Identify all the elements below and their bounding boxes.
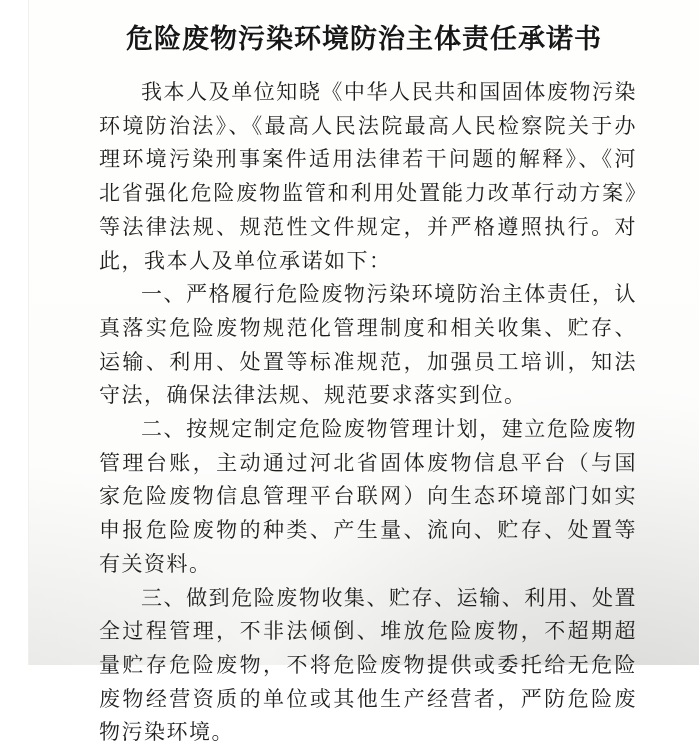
paragraph-item-3: 三、做到危险废物收集、贮存、运输、利用、处置全过程管理，不非法倾倒、堆放危险废物，不超期超量贮存危险废物，不将危险废物提供或委托给无危险废物经营资质的单位或其他生产经营者，严防危险废物污染环境。 (99, 585, 637, 745)
paragraph-item-2: 二、按规定制定危险废物管理计划，建立危险废物管理台账，主动通过河北省固体废物信息平台（与国家危险废物信息管理平台联网）向生态环境部门如实申报危险废物的种类、产生量、流向、贮存、处置等有关资料。 (99, 417, 637, 576)
document-page (28, 0, 699, 745)
paragraph-item-1: 一、严格履行危险废物污染环境防治主体责任，认真落实危险废物规范化管理制度和相关收集、贮存、运输、利用、处置等标准规范，加强员工培训，知法守法，确保法律法规、规范要求落实到位。 (99, 282, 637, 408)
paragraph-intro: 我本人及单位知晓《中华人民共和国固体废物污染环境防治法》、《最高人民法院最高人民检察院关于办理环境污染刑事案件适用法律若干问题的解释》、《河北省强化危险废物监管和利用处置能力改革行动方案》等法律法规、规范性文件规定，并严格遵照执行。对此，我本人及单位承诺如下： (99, 80, 637, 273)
document-title: 危险废物污染环境防治主体责任承诺书 (126, 24, 602, 54)
document-body (99, 76, 637, 750)
